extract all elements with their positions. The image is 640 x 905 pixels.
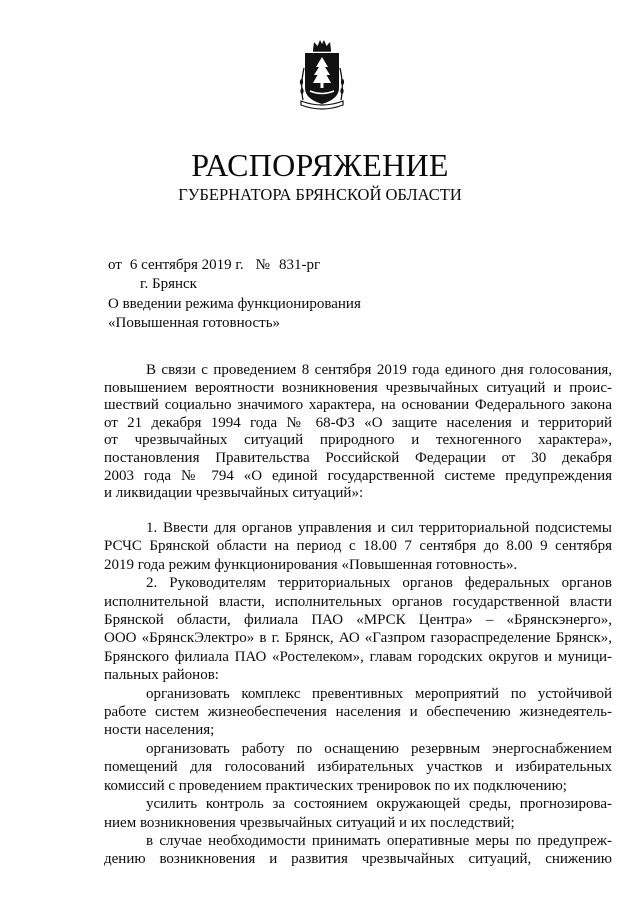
order-items [104, 519, 612, 869]
text-line: организовать работу по оснащению резервным энергоснабжением [146, 740, 612, 757]
paragraph-item-2 [104, 574, 612, 684]
text-line: пальных районов: [104, 667, 219, 684]
text-line: ности населения; [104, 722, 215, 739]
text-line: комиссий с проведением практических тренировок по их подключению; [104, 777, 567, 794]
text-line: постановления Правительства Российской Федерации от 30 декабря [104, 449, 612, 466]
document-title: РАСПОРЯЖЕНИЕ [191, 147, 449, 183]
number-sign: № [255, 257, 270, 273]
text-line: Брянской области, филиала ПАО «МРСК Центра» – «Брянскэнерго», [104, 612, 612, 629]
date-prefix: от [108, 257, 122, 273]
text-line: 2. Руководителям территориальных органов федеральных органов [146, 575, 612, 592]
crown-icon [313, 40, 331, 50]
document-subject-line: «Повышенная готовность» [108, 315, 281, 331]
document-issuer: ГУБЕРНАТОРА БРЯНСКОЙ ОБЛАСТИ [178, 185, 462, 204]
document-city: г. Брянск [140, 276, 197, 292]
text-line: организовать комплекс превентивных мероприятий по устойчивой [146, 685, 612, 702]
text-line: ООО «БрянскЭлектро» в г. Брянск, АО «Газпром газораспределение Брянск», [104, 630, 612, 647]
document-date: 6 сентября 2019 г. [129, 257, 244, 273]
paragraph-subitem [104, 685, 612, 740]
text-line: исполнительной власти, исполнительных органов государственной власти [104, 593, 612, 610]
text-line: нием возникновения чрезвычайных ситуаций и их последствий; [104, 814, 515, 831]
text-line: Брянского филиала ПАО «Ростелеком», главам городских округов и муници- [104, 648, 612, 665]
text-line: 2003 года № 794 «О единой государственной системе предупреждения [104, 467, 612, 484]
text-line: 2019 года режим функционирования «Повышенная готовность». [104, 556, 518, 573]
text-line: от чрезвычайных ситуаций природного и техногенного характера», [104, 432, 612, 449]
paragraph-item-1 [104, 519, 612, 574]
text-line: усилить контроль за состоянием окружающей среды, прогнозирова- [146, 796, 612, 813]
text-line: дению возникновения и развития чрезвычайных ситуаций, снижению [104, 851, 612, 868]
paragraph-subitem [104, 832, 612, 869]
text-line: работе систем жизнеобеспечения населения и обеспечению жизнедеятель- [104, 704, 612, 721]
document-number: 831-рг [278, 257, 321, 273]
text-line: и ликвидации чрезвычайных ситуаций»: [104, 485, 364, 502]
text-line: 1. Ввести для органов управления и сил территориальной подсистемы [146, 520, 612, 536]
text-line: В связи с проведением 8 сентября 2019 года единого дня голосования, [146, 362, 612, 378]
paragraph-intro [104, 362, 612, 503]
document-subject-line: О введении режима функционирования [108, 296, 361, 312]
text-line: РСЧС Брянской области на период с 18.00 7 сентября до 8.00 9 сентября [104, 538, 612, 555]
text-line: в случае необходимости принимать оперативные меры по предупреж- [146, 832, 612, 849]
paragraph-subitem [104, 795, 612, 832]
text-line: от 21 декабря 1994 года № 68-ФЗ «О защите населения и территорий [104, 414, 612, 431]
text-line: помещений для голосований избирательных участков и избирательных [104, 759, 612, 776]
date-number-line [108, 256, 320, 274]
text-line: шествий социально значимого характера, на основании Федерального закона [104, 397, 612, 414]
coat-of-arms-icon [296, 38, 348, 114]
text-line: повышением вероятности возникновения чрезвычайных ситуаций и проис- [104, 379, 612, 396]
paragraph-subitem [104, 740, 612, 795]
